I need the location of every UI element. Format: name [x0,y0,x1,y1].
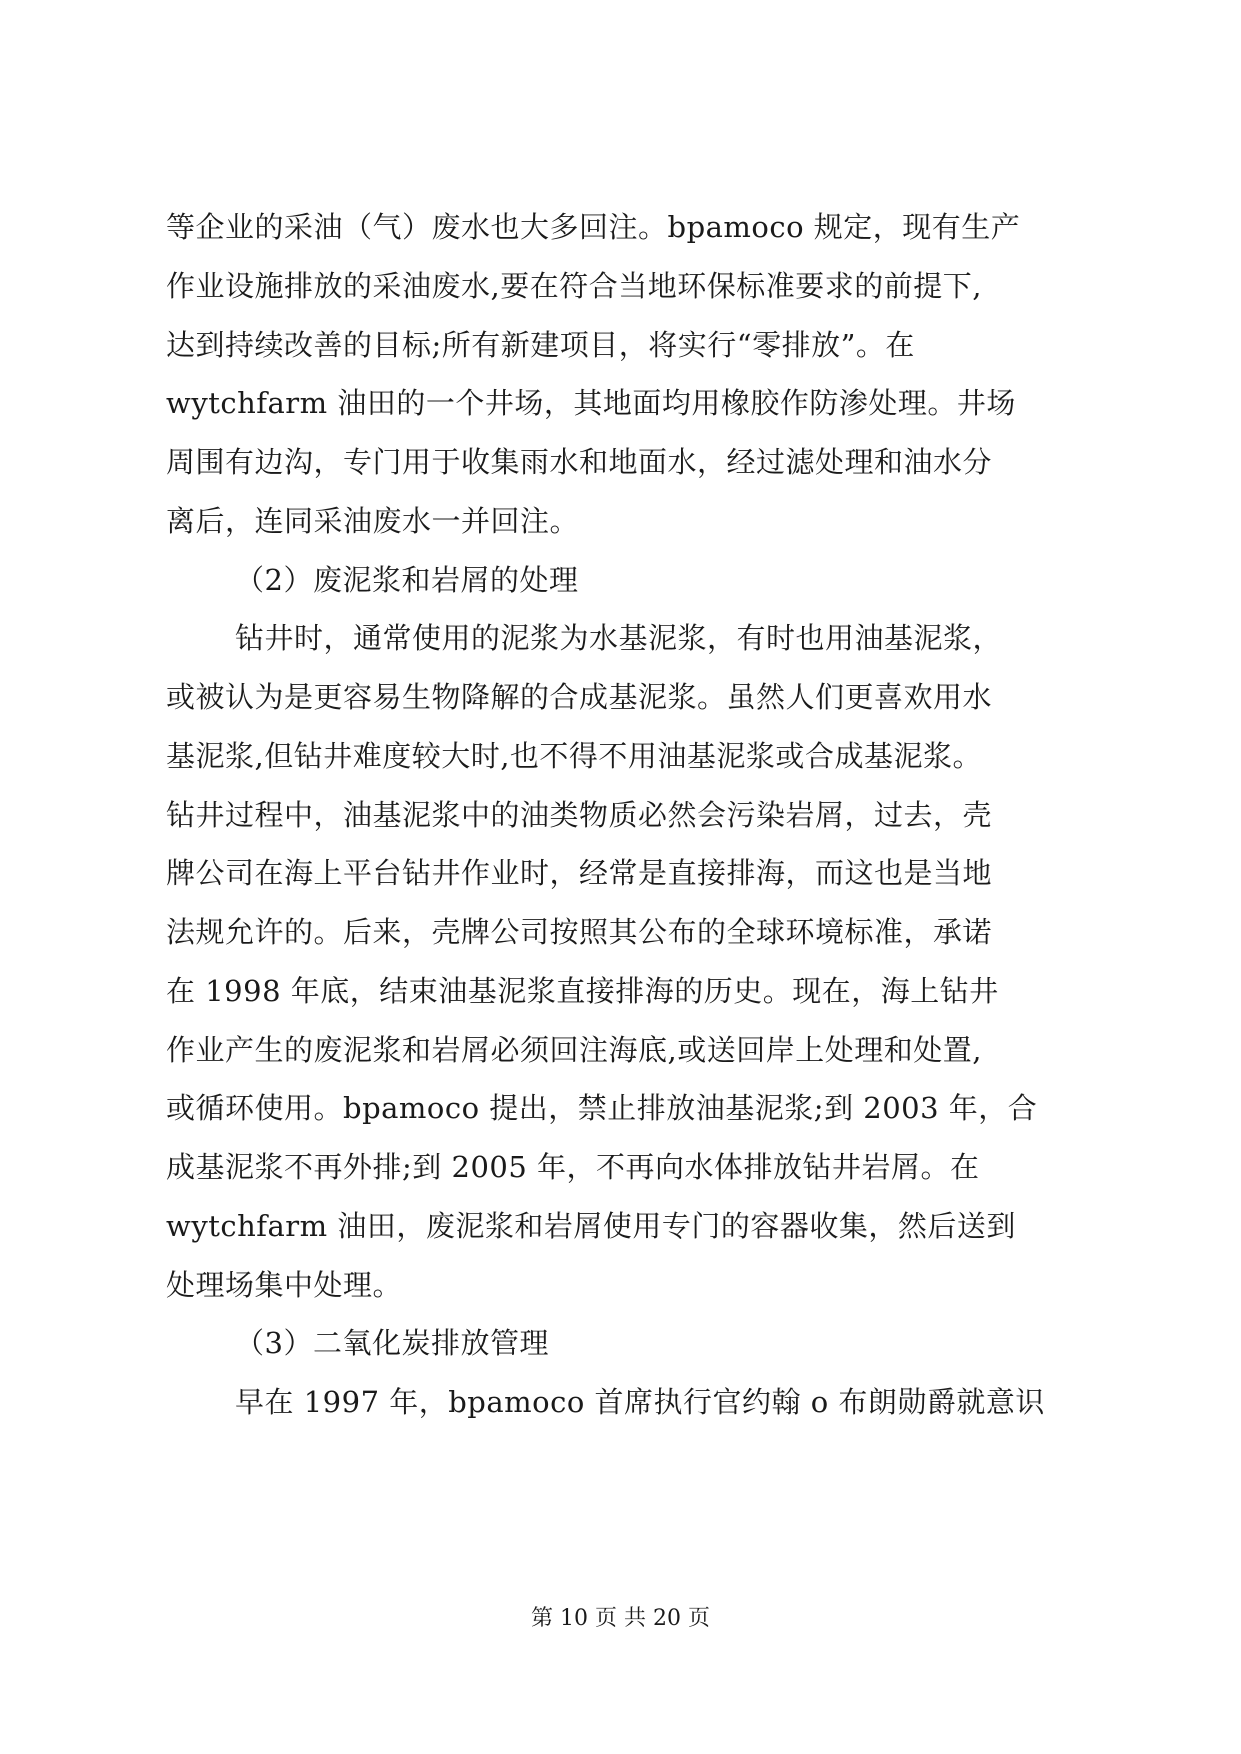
text-line: 基泥浆,但钻井难度较大时,也不得不用油基泥浆或合成基泥浆。 [166,739,982,773]
text-line: 钻井时，通常使用的泥浆为水基泥浆，有时也用油基泥浆， [235,621,1003,655]
text-line: 成基泥浆不再外排;到 2005 年，不再向水体排放钻井岩屑。在 [166,1150,980,1184]
section-heading: （3）二氧化炭排放管理 [235,1326,549,1360]
text-line: 或被认为是更容易生物降解的合成基泥浆。虽然人们更喜欢用水 [166,680,993,714]
text-line: 周围有边沟，专门用于收集雨水和地面水，经过滤处理和油水分 [166,445,993,479]
text-line: wytchfarm 油田的一个井场，其地面均用橡胶作防渗处理。井场 [166,386,1016,420]
text-line: 等企业的采油（气）废水也大多回注。bpamoco 规定，现有生产 [166,210,1021,244]
section-heading: （2）废泥浆和岩屑的处理 [235,563,579,597]
text-line: 达到持续改善的目标;所有新建项目，将实行“零排放”。在 [166,328,915,362]
text-line: 牌公司在海上平台钻井作业时，经常是直接排海，而这也是当地 [166,856,993,890]
text-line: 处理场集中处理。 [166,1268,403,1302]
text-line: 或循环使用。bpamoco 提出，禁止排放油基泥浆;到 2003 年，合 [166,1091,1038,1125]
text-line: 作业设施排放的采油废水,要在符合当地环保标准要求的前提下, [166,269,982,303]
text-line: 离后，连同采油废水一并回注。 [166,504,580,538]
text-line: 作业产生的废泥浆和岩屑必须回注海底,或送回岸上处理和处置, [166,1033,982,1067]
text-line: 在 1998 年底，结束油基泥浆直接排海的历史。现在，海上钻井 [166,974,999,1008]
text-line: 早在 1997 年，bpamoco 首席执行官约翰 o 布朗勋爵就意识 [235,1385,1045,1419]
text-line: wytchfarm 油田，废泥浆和岩屑使用专门的容器收集，然后送到 [166,1209,1016,1243]
text-line: 法规允许的。后来，壳牌公司按照其公布的全球环境标准，承诺 [166,915,993,949]
page-number: 第 10 页 共 20 页 [531,1606,710,1631]
text-line: 钻井过程中，油基泥浆中的油类物质必然会污染岩屑，过去，壳 [166,798,993,832]
